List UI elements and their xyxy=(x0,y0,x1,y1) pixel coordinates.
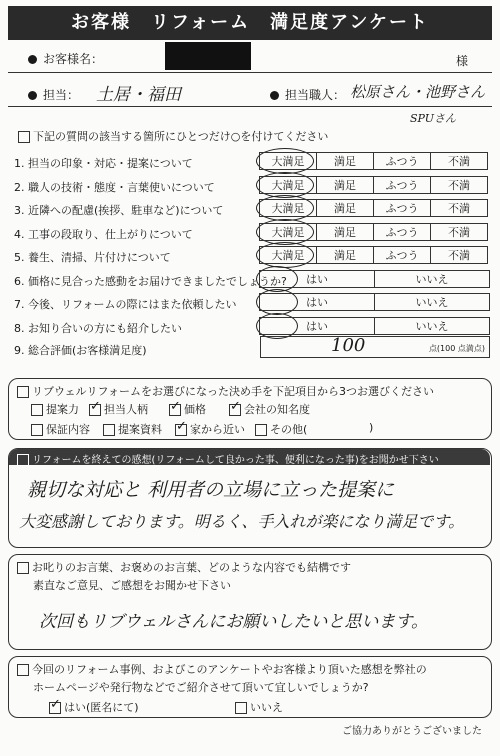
impression-line-2: 大変感謝しております。明るく、手入れが楽になり満足です。 xyxy=(19,512,465,531)
reason-label: 家から近い xyxy=(190,423,245,436)
question-options xyxy=(260,176,488,194)
feedback-box xyxy=(8,554,492,650)
reason-checkbox[interactable] xyxy=(229,404,241,416)
question-options xyxy=(260,270,490,288)
feedback-title-row xyxy=(17,559,351,575)
question-label: 8. お知り合いの方にも紹介したい xyxy=(14,321,182,335)
survey-form xyxy=(8,6,492,750)
reason-option[interactable] xyxy=(31,421,90,437)
total-score-value: 100 xyxy=(331,335,366,356)
question-label: 5. 養生、清掃、片付けについて xyxy=(14,251,171,264)
bullet-icon xyxy=(270,91,279,100)
thanks-text: ご協力ありがとうございました xyxy=(342,726,482,737)
bullet-icon xyxy=(28,55,37,64)
option-other[interactable]: ふつう xyxy=(373,176,431,194)
option-other[interactable]: ふつう xyxy=(373,246,431,264)
reason-title: リブウェルリフォームをお選びになった決め手を下記項目から3つお選びください xyxy=(32,385,435,398)
option-other[interactable]: 不満 xyxy=(430,176,488,194)
impression-title-row xyxy=(17,451,439,466)
reason-checkbox[interactable] xyxy=(31,424,43,436)
option-other[interactable]: いいえ xyxy=(374,317,490,335)
permission-yes-checkbox[interactable] xyxy=(49,702,61,714)
permission-title-2: ホームページや発行物などでご紹介させて頂いて宜しいでしょうか? xyxy=(33,681,369,694)
reason-label: 会社の知名度 xyxy=(244,403,310,416)
reason-label: その他( xyxy=(270,423,308,436)
option-other[interactable]: ふつう xyxy=(373,152,431,170)
option-first[interactable]: 大満足 xyxy=(259,223,317,241)
reason-box xyxy=(8,378,492,440)
reason-checkbox[interactable] xyxy=(175,424,187,436)
reason-option[interactable] xyxy=(103,421,162,437)
option-other[interactable]: いいえ xyxy=(374,293,490,311)
customer-suffix: 様 xyxy=(456,54,469,68)
permission-title-row xyxy=(17,661,427,677)
reason-other-close: ) xyxy=(369,421,374,434)
permission-yes-option[interactable] xyxy=(49,699,139,715)
permission-no-label: いいえ xyxy=(250,701,283,714)
reason-option[interactable] xyxy=(31,401,79,417)
option-other[interactable]: 不満 xyxy=(430,199,488,217)
reason-checkbox[interactable] xyxy=(169,404,181,416)
staff-label: 担当： xyxy=(43,88,80,102)
reason-label: 担当人柄 xyxy=(104,403,148,416)
option-first[interactable]: 大満足 xyxy=(259,152,317,170)
craftsman-label: 担当職人： xyxy=(285,88,346,102)
reason-label: 価格 xyxy=(184,403,206,416)
question-options xyxy=(260,246,488,264)
question-options xyxy=(260,199,488,217)
form-title: お客様 リフォーム 満足度アンケート xyxy=(8,6,492,40)
square-icon xyxy=(17,562,29,574)
divider xyxy=(8,72,492,73)
square-icon xyxy=(17,664,29,676)
reason-label: 提案資料 xyxy=(118,423,162,436)
question-label: 4. 工事の段取り、仕上がりについて xyxy=(14,227,193,241)
craftsman-value: 松原さん・池野さん xyxy=(350,83,486,101)
question-label: 1. 担当の印象・対応・提案について xyxy=(14,157,193,170)
divider xyxy=(8,106,492,107)
total-label: 9. 総合評価(お客様満足度) xyxy=(14,344,147,357)
option-other[interactable]: 不満 xyxy=(430,246,488,264)
feedback-title-2: 素直なご意見、ご感想をお聞かせ下さい xyxy=(33,579,231,592)
staff-value: 土居・福田 xyxy=(96,85,181,105)
reason-option[interactable] xyxy=(89,401,148,417)
question-label: 3. 近隣への配慮(挨拶、駐車など)について xyxy=(14,204,224,217)
reason-option[interactable] xyxy=(255,421,307,437)
feedback-text: 次回もリブウェルさんにお願いしたいと思います。 xyxy=(39,612,428,632)
reason-label: 保証内容 xyxy=(46,423,90,436)
reason-title-row xyxy=(17,383,434,399)
redacted-name xyxy=(165,42,251,70)
staff-row xyxy=(28,86,79,103)
question-label: 2. 職人の技術・態度・言葉使いについて xyxy=(14,180,215,194)
option-other[interactable]: 満足 xyxy=(316,199,374,217)
option-other[interactable]: ふつう xyxy=(373,199,431,217)
question-options xyxy=(260,152,488,170)
question-options xyxy=(260,223,488,241)
reason-label: 提案力 xyxy=(46,403,79,416)
reason-option[interactable] xyxy=(229,401,310,417)
option-first[interactable]: はい xyxy=(259,293,375,311)
option-first[interactable]: はい xyxy=(259,270,375,288)
question-label: 6. 価格に見合った感動をお届けできましたでしょうか? xyxy=(14,274,287,288)
square-icon xyxy=(18,131,30,143)
square-icon xyxy=(17,386,29,398)
option-first[interactable]: 大満足 xyxy=(259,176,317,194)
option-other[interactable]: 満足 xyxy=(316,246,374,264)
instruction-row xyxy=(18,128,328,144)
customer-name-row xyxy=(28,50,103,67)
impression-line-1: 親切な対応と 利用者の立場に立った提案に xyxy=(27,479,395,501)
option-other[interactable]: 不満 xyxy=(430,223,488,241)
option-first[interactable]: はい xyxy=(259,317,375,335)
bullet-icon xyxy=(28,91,37,100)
customer-name-label: お客様名： xyxy=(43,52,104,66)
option-other[interactable]: ふつう xyxy=(373,223,431,241)
option-other[interactable]: 満足 xyxy=(316,223,374,241)
feedback-title-1: お叱りのお言葉、お褒めのお言葉、どのような内容でも結構です xyxy=(32,561,351,574)
question-label: 7. 今後、リフォームの際にはまた依頼したい xyxy=(14,298,237,311)
impression-box xyxy=(8,448,492,548)
permission-box xyxy=(8,656,492,718)
square-icon xyxy=(17,454,29,466)
reason-option[interactable] xyxy=(175,421,245,437)
total-score-unit: 点(100 点満点) xyxy=(428,344,485,353)
craftsman-row xyxy=(270,86,345,103)
question-options xyxy=(260,317,490,335)
option-other[interactable]: 不満 xyxy=(430,152,488,170)
craftsman-sub: SPUさん xyxy=(410,112,457,125)
reason-checkbox[interactable] xyxy=(103,424,115,436)
permission-no-checkbox[interactable] xyxy=(235,702,247,714)
reason-checkbox[interactable] xyxy=(31,404,43,416)
permission-title-1: 今回のリフォーム事例、およびこのアンケートやお客様より頂いた感想を弊社の xyxy=(32,663,427,676)
reason-checkbox[interactable] xyxy=(255,424,267,436)
reason-option[interactable] xyxy=(169,401,206,417)
instruction-text: 下記の質問の該当する箇所にひとつだけ○を付けてください xyxy=(33,130,329,143)
permission-yes-label: はい(匿名にて) xyxy=(64,701,139,714)
question-options xyxy=(260,293,490,311)
option-first[interactable]: 大満足 xyxy=(259,199,317,217)
total-score-box[interactable] xyxy=(260,336,490,358)
option-first[interactable]: 大満足 xyxy=(259,246,317,264)
option-other[interactable]: 満足 xyxy=(316,176,374,194)
permission-no-option[interactable] xyxy=(235,699,283,715)
option-other[interactable]: 満足 xyxy=(316,152,374,170)
reason-checkbox[interactable] xyxy=(89,404,101,416)
impression-title: リフォームを終えての感想(リフォームして良かった事、便利になった事)をお聞かせ下さい xyxy=(32,455,439,466)
option-other[interactable]: いいえ xyxy=(374,270,490,288)
